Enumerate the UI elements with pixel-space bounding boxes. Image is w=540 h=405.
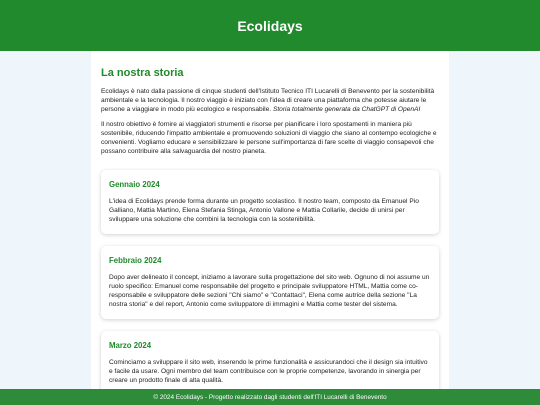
timeline-card-febbraio [101,246,439,319]
timeline-card-title: Marzo 2024 [109,341,152,350]
story-paragraph-2: Il nostro obiettivo è fornire ai viaggiatori strumenti e risorse per pianificare i loro spostamenti in maniera più sostenibile, riducendo l'impatto ambientale e promuovendo soluzioni di viaggio che siano al contempo ecologiche e convenienti. Vogliamo educare e sensibilizzare le persone sull'importanza di fare scelte di viaggio consapevoli che possano contribuire alla salvaguardia del nostro pianeta. [101,121,437,155]
timeline-card-text: Cominciamo a sviluppare il sito web, inserendo le prime funzionalità e assicurandoci che il design sia intuitivo e facile da usare. Ogni membro del team contribuisce con le proprie competenze, lavorando in sinergia per creare un prodotto finale di alta qualità. [109,359,428,384]
footer-text: © 2024 Ecolidays - Progetto realizzato dagli studenti dell'ITI Lucarelli di Benevento [153,393,387,401]
timeline-card-marzo [101,331,439,395]
story-paragraph-1 [101,87,439,114]
page-title: La nostra storia [101,67,184,79]
site-footer [0,389,540,405]
timeline-card-title: Febbraio 2024 [109,256,162,265]
timeline-card-gennaio [101,170,439,234]
story-paragraph-1-text: Ecolidays è nato dalla passione di cinque studenti dell'Istituto Tecnico ITI Lucarelli di Benevento per la sostenibilità ambientale e la tecnologia. Il nostro viaggio è iniziato con l'idea di creare una piattaforma che potesse aiutare le persone a viaggiare in modo più ecologico e responsabile. [101,88,435,113]
main-content [91,51,449,405]
site-title: Ecolidays [237,17,303,34]
timeline-card-text: L'idea di Ecolidays prende forma durante un progetto scolastico. Il nostro team, composto da Emanuel Pio Galliano, Mattia Martino, Elena Stefania Stinga, Antonio Vallone e Mattia Collarile, decide di unirsi per sviluppare una soluzione che combini la tecnologia con la sostenibilità. [109,198,419,223]
story-paragraph-1-italic: Storia totalmente generata da ChatGPT di OpenAI [272,106,421,113]
site-header [0,0,540,51]
timeline-card-text: Dopo aver delineato il concept, iniziamo a lavorare sulla progettazione del sito web. Ognuno di noi assume un ruolo specifico: Emanuel come responsabile del progetto e principale sviluppatore HTML, Mattia come co-responsabile e sviluppatore delle sezioni "Chi siamo" e "Contattaci", Elena come autrice della sezione "La nostra storia" e del report, Antonio come sviluppatore di immagini e Mattia come tester del sistema. [109,274,430,308]
timeline-card-title: Gennaio 2024 [109,180,160,189]
